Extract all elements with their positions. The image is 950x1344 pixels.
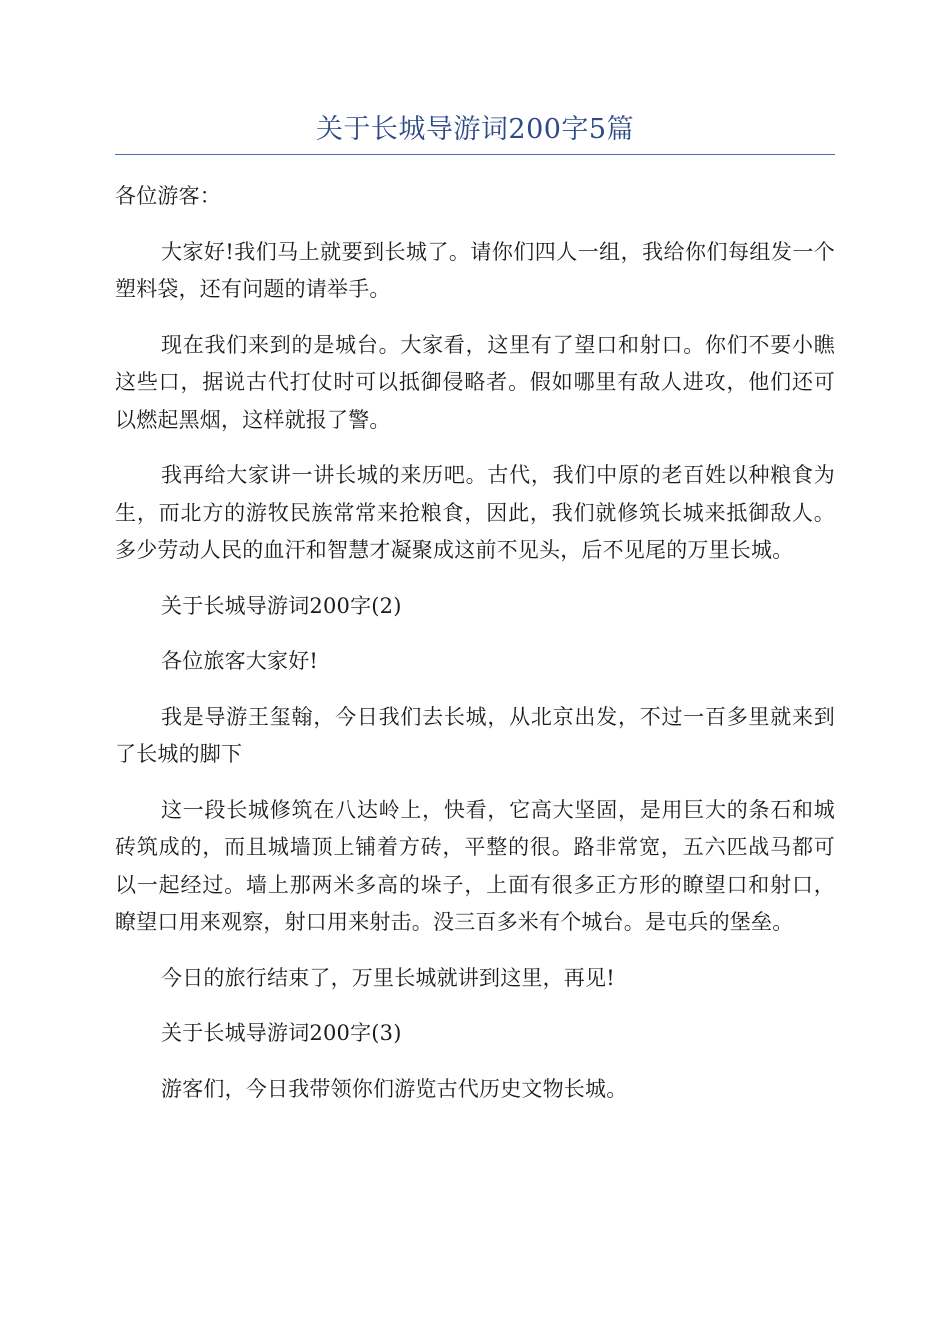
body-paragraph: 我是导游王玺翰，今日我们去长城，从北京出发，不过一百多里就来到了长城的脚下 — [115, 704, 835, 766]
body-paragraph: 现在我们来到的是城台。大家看，这里有了望口和射口。你们不要小瞧这些口，据说古代打仗时可以抵御侵略者。假如哪里有敌人进攻，他们还可以燃起黑烟，这样就报了警。 — [115, 332, 835, 432]
body-paragraph: 游客们，今日我带领你们游览古代历史文物长城。 — [161, 1076, 628, 1101]
body-paragraph: 我再给大家讲一讲长城的来历吧。古代，我们中原的老百姓以种粮食为生，而北方的游牧民族常常来抢粮食，因此，我们就修筑长城来抵御敌人。多少劳动人民的血汗和智慧才凝聚成这前不见头，后不见尾的万里长城。 — [115, 463, 835, 562]
section-heading: 关于长城导游词200字(2) — [161, 593, 402, 618]
salutation-paragraph: 各位游客： — [115, 184, 221, 208]
title-underline — [115, 154, 835, 155]
document-title: 关于长城导游词200字5篇 — [315, 114, 635, 145]
body-paragraph: 各位旅客大家好! — [161, 649, 319, 673]
section-heading: 关于长城导游词200字(3) — [161, 1021, 402, 1045]
body-paragraph: 今日的旅行结束了，万里长城就讲到这里，再见! — [161, 965, 615, 990]
body-paragraph: 这一段长城修筑在八达岭上，快看，它高大坚固，是用巨大的条石和城砖筑成的，而且城墙顶上铺着方砖，平整的很。路非常宽，五六匹战马都可以一起经过。墙上那两米多高的垛子，上面有很多正方形的瞭望口和射口，瞭望口用来观察，射口用来射击。没三百多米有个城台。是屯兵的堡垒。 — [115, 797, 835, 934]
document-body — [115, 178, 835, 1126]
body-paragraph: 大家好!我们马上就要到长城了。请你们四人一组，我给你们每组发一个塑料袋，还有问题的请举手。 — [115, 239, 835, 301]
